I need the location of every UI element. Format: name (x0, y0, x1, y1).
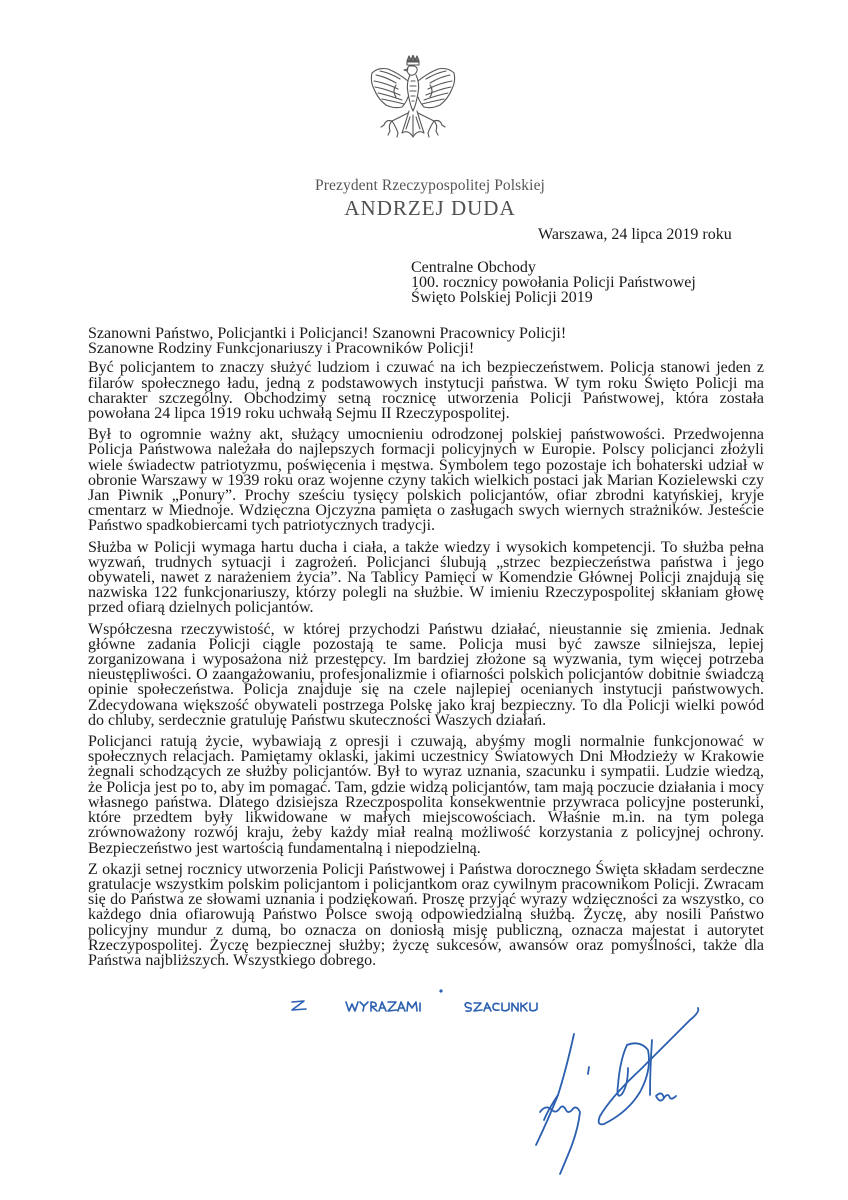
salutation-line: Szanowni Państwo, Policjantki i Policjanci! Szanowni Pracownicy Policji! (88, 325, 567, 342)
salutation-line: Szanowne Rodziny Funkcjonariuszy i Pracowników Policji! (88, 340, 475, 358)
body-paragraph: Był to ogromnie ważny akt, służący umocnieniu odrodzonej polskiej państwowości. Przedwojenna Policja Państwowa należała do najlepszych formacji policyjnych w Europie. Polscy policjanci złożyli wiele świadectw patriotyzmu, poświęcenia i męstwa. Symbolem tego pozostaje ich bohaterski udział w obronie Warszawy w 1939 roku oraz wojenne czyny takich wielkich postaci jak Marian Kozielewski czy Jan Piwnik „Ponury”. Prochy sześciu tysięcy polskich policjantów, ofiar zbrodni katyńskiej, kryje cmentarz w Miednoje. Wdzięczna Ojczyzna pamięta o zasługach swych wiernych strażników. Jesteście Państwo spadkobiercami tych patriotycznych tradycji. (88, 426, 764, 535)
letterhead (290, 176, 570, 221)
recipient-block (411, 260, 696, 305)
body-paragraph: Z okazji setnej rocznicy utworzenia Policji Państwowej i Państwa dorocznego Święta składam serdeczne gratulacje wszystkim polskim policjantom i policjantkom oraz cywilnym pracownikom Policji. Zwracam się do Państwa ze słowami uznania i podziękowań. Proszę przyjąć wyrazy wdzięczności za wszystko, co każdego dnia ofiarowują Państwo Polsce swoją odpowiedzialną służbą. Życzę, aby nosili Państwo policyjny mundur z dumą, bo oznacza on doniosłą misję publiczną, oznacza majestat i autorytet Rzeczypospolitej. Życzę bezpiecznej służby; życzę sukcesów, awansów oraz pomyślności, także dla Państwa najbliższych. Wszystkiego dobrego. (88, 860, 764, 969)
body-paragraph: Współczesna rzeczywistość, w której przychodzi Państwu działać, nieustannie się zmienia. Jednak główne zadania Policji ciągle pozostają te same. Policja musi być zawsze silniejsza, lepiej zorganizowana i wyposażona niż przestępcy. Im bardziej złożone są wyzwania, tym więcej potrzeba nieustępliwości. O zaangażowaniu, profesjonalizmie i ofiarności polskich policjantów dobitnie świadczą opinie społeczeństwa. Policja znajduje się na czele najlepiej ocenianych instytucji państwowych. Zdecydowana większość obywateli postrzega Polskę jako kraj bezpieczny. To dla Policji wielki powód do chluby, serdecznie gratuluję Państwu skuteczności Waszych działań. (88, 620, 764, 729)
handwritten-signature (536, 1008, 698, 1174)
recipient-line: 100. rocznicy powołania Policji Państwowej (411, 274, 696, 291)
salutation (88, 326, 764, 356)
letterhead-office-title: Prezydent Rzeczypospolitej Polskiej (315, 177, 545, 194)
white-eagle-emblem-icon (366, 55, 460, 167)
body-paragraph: Policjanci ratują życie, wybawiają z opresji i czuwają, abyśmy mogli normalnie funkcjonować w społecznych relacjach. Pamiętamy oklaski, jakimi uczestnicy Światowych Dni Młodzieży w Krakowie żegnali schodzących ze służby policjantów. Był to wyraz uznania, szacunku i sympatii. Ludzie wiedzą, że Policja jest po to, aby im pomagać. Tam, gdzie widzą policjantów, tam mają poczucie działania i mocy własnego państwa. Dlatego dzisiejsza Rzeczpospolita konsekwentnie przywraca policyjne posterunki, które przedtem były likwidowane w małych miejscowościach. Właśnie m.in. na tym polega zrównoważony rozwój kraju, żeby każdy miał realną możliwość korzystania z policyjnej ochrony. Bezpieczeństwo jest wartością fundamentalną i niepodzielną. (88, 733, 764, 857)
body-paragraph: Być policjantem to znaczy służyć ludziom i czuwać na ich bezpieczeństwem. Policja stanowi jeden z filarów społecznego ładu, jedną z podstawowych instytucji państwa. W tym roku Święto Policji ma charakter szczególny. Obchodzimy setną rocznicę utworzenia Policji Państwowej, która została powołana 24 lipca 1919 roku uchwałą Sejmu II Rzeczypospolitej. (88, 359, 764, 423)
date-line: Warszawa, 24 lipca 2019 roku (538, 226, 732, 243)
handwritten-closing-note (292, 990, 537, 1011)
recipient-line: Święto Polskiej Policji 2019 (411, 289, 593, 306)
letter-body (88, 326, 764, 968)
recipient-line: Centralne Obchody (411, 259, 536, 276)
body-paragraph: Służba w Policji wymaga hartu ducha i ciała, a także wiedzy i wysokich kompetencji. To służba pełna wyzwań, trudnych sytuacji i zagrożeń. Policjanci ślubują „strzec bezpieczeństwa państwa i jego obywateli, nawet z narażeniem życia”. Na Tablicy Pamięci w Komendzie Głównej Policji znajdują się nazwiska 122 funkcjonariuszy, którzy polegli na służbie. W imieniu Rzeczypospolitej skłaniam głowę przed ofiarą dzielnych policjantów. (88, 538, 764, 617)
letterhead-president-name: ANDRZEJ DUDA (344, 196, 516, 220)
